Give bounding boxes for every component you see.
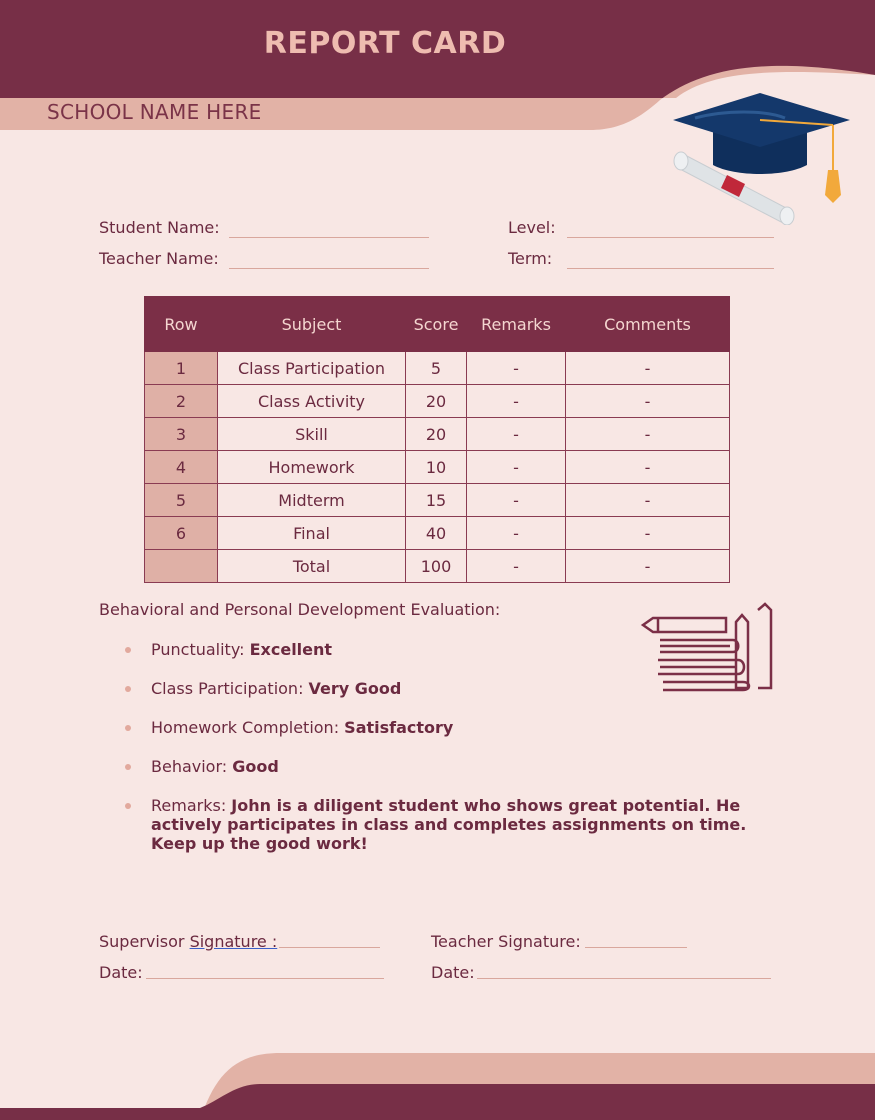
- remarks-cell: -: [467, 352, 566, 385]
- graduation-cap-icon: [665, 85, 865, 225]
- teacher-signature-line[interactable]: [585, 947, 687, 948]
- subject-cell: Class Participation: [218, 352, 406, 385]
- row-number: 1: [145, 352, 218, 385]
- row-number: 4: [145, 451, 218, 484]
- eval-value: Satisfactory: [344, 718, 454, 737]
- footer-band: [0, 1040, 875, 1120]
- eval-value: Very Good: [308, 679, 402, 698]
- subject-cell: Final: [218, 517, 406, 550]
- eval-label: Behavior:: [151, 757, 233, 776]
- eval-value: John is a diligent student who shows great potential. He actively participates in class and completes assignments on time. Keep up the good work!: [151, 796, 747, 853]
- table-row: [145, 385, 730, 418]
- score-cell: 5: [406, 352, 467, 385]
- table-row: [145, 418, 730, 451]
- subject-cell: Homework: [218, 451, 406, 484]
- term-line[interactable]: [567, 268, 774, 269]
- comments-cell: -: [566, 352, 730, 385]
- row-number: 6: [145, 517, 218, 550]
- comments-cell: -: [566, 484, 730, 517]
- date-left-line[interactable]: [146, 978, 384, 979]
- table-row: [145, 451, 730, 484]
- subject-cell: Skill: [218, 418, 406, 451]
- list-item: [125, 757, 775, 776]
- eval-label: Punctuality:: [151, 640, 250, 659]
- table-row-total: [145, 550, 730, 583]
- score-cell: 15: [406, 484, 467, 517]
- eval-label: Class Participation:: [151, 679, 309, 698]
- column-header: Subject: [218, 297, 406, 352]
- score-cell: 100: [406, 550, 467, 583]
- subject-cell: Midterm: [218, 484, 406, 517]
- score-cell: 20: [406, 385, 467, 418]
- list-item: [125, 796, 775, 853]
- supervisor-signature-line[interactable]: [279, 947, 380, 948]
- level-label: Level:: [508, 218, 556, 237]
- row-number: 2: [145, 385, 218, 418]
- remarks-cell: -: [467, 550, 566, 583]
- supervisor-signature-word: Signature :: [189, 932, 278, 951]
- column-header: Comments: [566, 297, 730, 352]
- table-row: [145, 517, 730, 550]
- evaluation-list: [125, 640, 775, 873]
- score-cell: 10: [406, 451, 467, 484]
- remarks-cell: -: [467, 418, 566, 451]
- student-name-line[interactable]: [229, 237, 429, 238]
- list-item: [125, 640, 775, 659]
- evaluation-title: Behavioral and Personal Development Evaluation:: [99, 600, 501, 619]
- eval-value: Good: [232, 757, 279, 776]
- eval-value: Excellent: [249, 640, 333, 659]
- comments-cell: -: [566, 385, 730, 418]
- comments-cell: -: [566, 418, 730, 451]
- column-header: Score: [406, 297, 467, 352]
- comments-cell: -: [566, 451, 730, 484]
- remarks-cell: -: [467, 385, 566, 418]
- table-header-row: [145, 297, 730, 352]
- table-row: [145, 352, 730, 385]
- grades-table: [144, 296, 730, 583]
- teacher-signature-label: Teacher Signature:: [431, 932, 581, 951]
- level-line[interactable]: [567, 237, 774, 238]
- eval-label: Homework Completion:: [151, 718, 345, 737]
- supervisor-prefix: Supervisor: [99, 932, 190, 951]
- row-number: 5: [145, 484, 218, 517]
- row-number: [145, 550, 218, 583]
- term-label: Term:: [508, 249, 553, 268]
- date-right-line[interactable]: [477, 978, 771, 979]
- remarks-cell: -: [467, 484, 566, 517]
- eval-label: Remarks:: [151, 796, 232, 815]
- subject-cell: Total: [218, 550, 406, 583]
- teacher-name-label: Teacher Name:: [99, 249, 219, 268]
- score-cell: 40: [406, 517, 467, 550]
- student-name-label: Student Name:: [99, 218, 220, 237]
- column-header: Row: [145, 297, 218, 352]
- subject-cell: Class Activity: [218, 385, 406, 418]
- remarks-cell: -: [467, 517, 566, 550]
- score-cell: 20: [406, 418, 467, 451]
- row-number: 3: [145, 418, 218, 451]
- date-left-label: Date:: [99, 963, 143, 982]
- teacher-name-line[interactable]: [229, 268, 429, 269]
- comments-cell: -: [566, 517, 730, 550]
- list-item: [125, 718, 775, 737]
- remarks-cell: -: [467, 451, 566, 484]
- list-item: [125, 679, 775, 698]
- table-row: [145, 484, 730, 517]
- column-header: Remarks: [467, 297, 566, 352]
- school-name: SCHOOL NAME HERE: [47, 100, 262, 124]
- date-right-label: Date:: [431, 963, 475, 982]
- page-title: REPORT CARD: [263, 26, 507, 61]
- supervisor-signature-label: [99, 932, 277, 951]
- comments-cell: -: [566, 550, 730, 583]
